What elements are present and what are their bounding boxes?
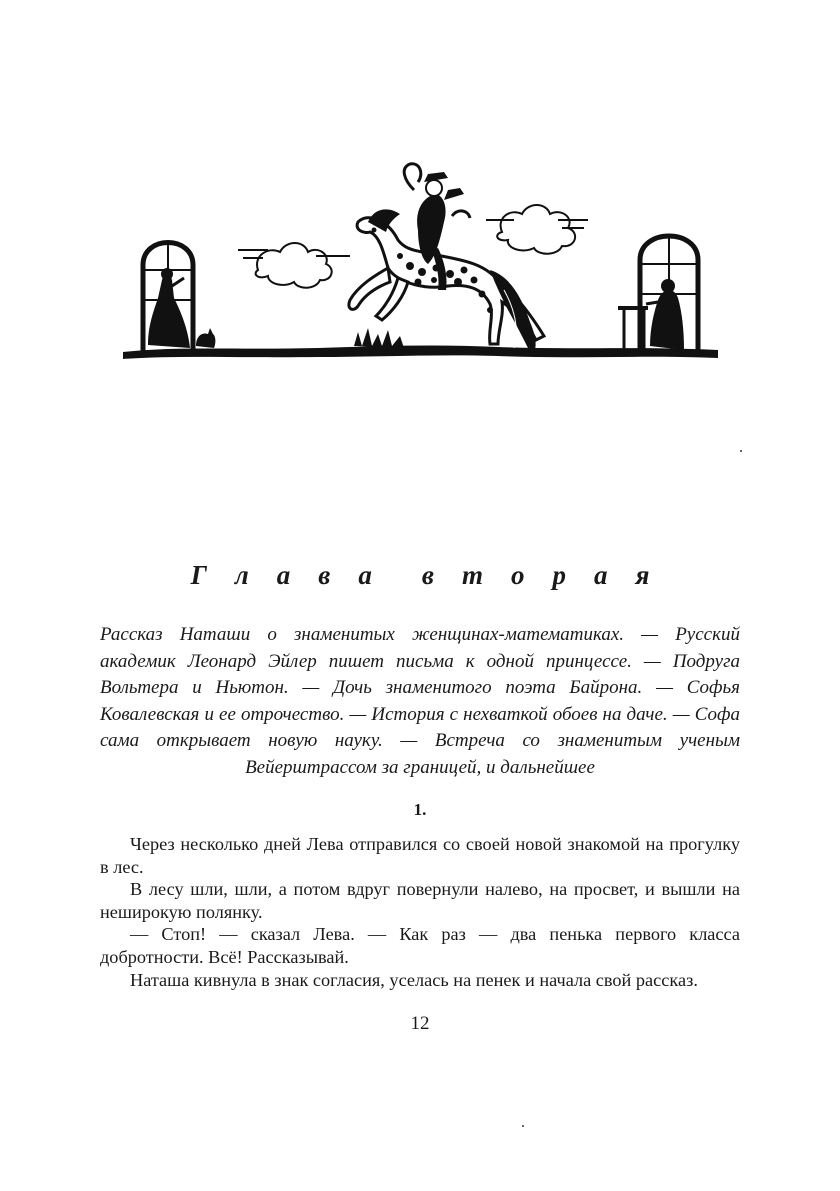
title-letter: т xyxy=(461,560,483,590)
body-text xyxy=(100,833,740,991)
title-letter: я xyxy=(635,560,650,590)
title-letter: р xyxy=(552,560,566,590)
right-window-icon xyxy=(618,234,698,352)
title-letter: в xyxy=(318,560,331,590)
right-cloud-icon xyxy=(486,205,588,254)
paragraph: — Стоп! — сказал Лева. — Как раз — два пенька первого класса добротности. Всё! Рассказывай. xyxy=(100,924,740,967)
title-letter: а xyxy=(593,560,608,590)
page-number: 12 xyxy=(410,1013,430,1034)
paragraph: Через несколько дней Лева отправился со своей новой знакомой на прогулку в лес. xyxy=(100,834,740,877)
section-number: 1. xyxy=(413,800,427,819)
rider-on-horse-icon xyxy=(349,164,544,356)
title-letter: а xyxy=(276,560,291,590)
left-window-icon xyxy=(143,240,215,352)
title-letter: Г xyxy=(190,560,207,590)
rider-on-horse-with-windows-icon xyxy=(118,160,722,375)
title-letter: в xyxy=(421,560,434,590)
left-cloud-icon xyxy=(238,243,350,288)
chapter-title xyxy=(0,560,840,591)
scan-speck xyxy=(522,1125,524,1127)
paragraph: Наташа кивнула в знак согласия, уселась на пенек и начала свой рассказ. xyxy=(130,969,698,990)
title-letter: л xyxy=(234,560,249,590)
chapter-summary: Рассказ Наташи о знаменитых женщинах-математиках. — Русский академик Леонард Эйлер пишет письма к одной принцессе. — Подруга Вольтера и Ньютон. — Дочь знаменитого поэта Байрона. — Софья Ковалевская и ее отрочество. — История с нехваткой обоев на даче. — Софа сама открывает новую науку. — Встреча со знаменитым ученым Вейерштрассом за границей, и дальнейшее xyxy=(100,624,740,778)
scan-speck xyxy=(740,450,742,452)
title-letter: о xyxy=(510,560,525,590)
title-letter: а xyxy=(358,560,372,590)
paragraph: В лесу шли, шли, а потом вдруг повернули налево, на просвет, и вышли на неширокую полянку. xyxy=(100,879,740,922)
